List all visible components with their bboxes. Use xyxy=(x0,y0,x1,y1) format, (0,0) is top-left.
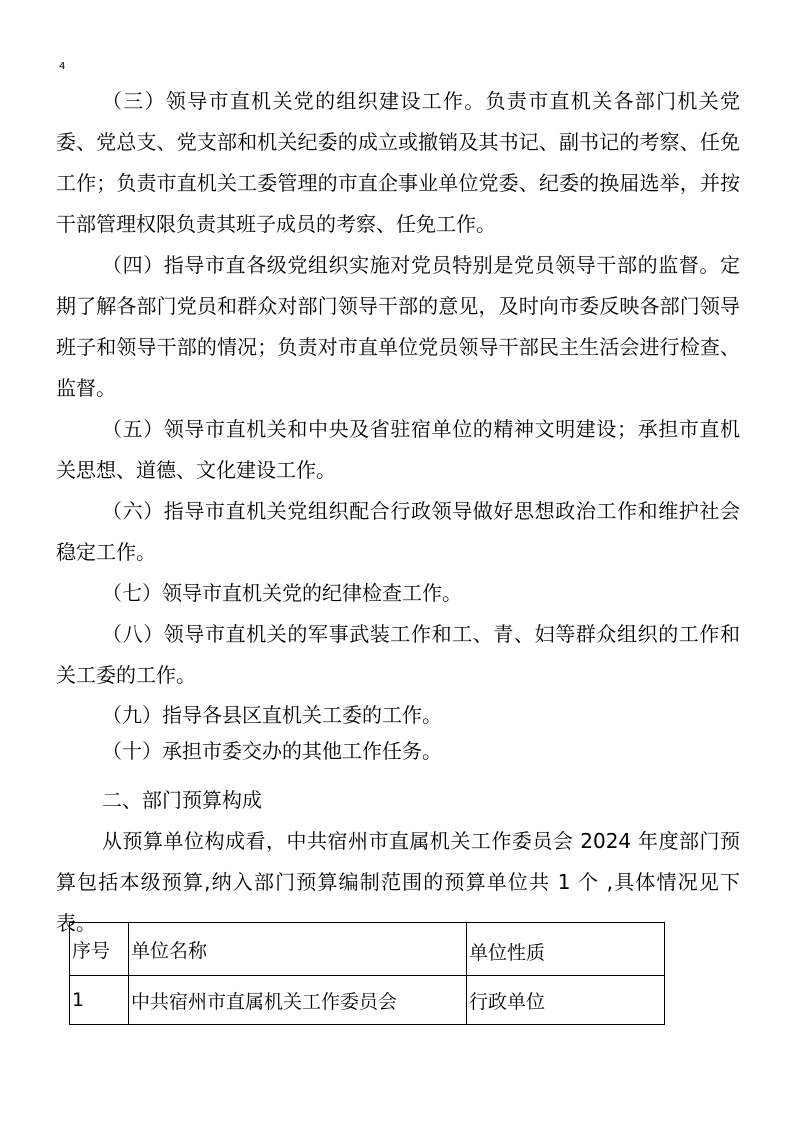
table-header-row xyxy=(70,923,665,976)
paragraph-other-tasks: （十）承担市委交办的其他工作任务。 xyxy=(102,739,442,763)
header-unit-name: 单位名称 xyxy=(129,923,467,976)
paragraph-discipline-inspection: （七）领导市直机关党的纪律检查工作。 xyxy=(102,581,462,605)
paragraph-organization-building: （三）领导市直机关党的组织建设工作。负责市直机关各部门机关党委、党总支、党支部和机关纪委的成立或撤销及其书记、副书记的考察、任免工作；负责市直机关工委管理的市直企事业单位党委、纪委的换届选举，并按干部管理权限负责其班子成员的考察、任免工作。 xyxy=(56,89,740,236)
cell-unit-type: 行政单位 xyxy=(467,976,665,1025)
header-serial-number: 序号 xyxy=(70,923,129,976)
paragraph-spiritual-civilization: （五）领导市直机关和中央及省驻宿单位的精神文明建设；承担市直机关思想、道德、文化建设工作。 xyxy=(56,417,740,482)
paragraph-county-committees: （九）指导各县区直机关工委的工作。 xyxy=(102,703,442,727)
cell-unit-name: 中共宿州市直属机关工作委员会 xyxy=(129,976,467,1025)
table-row xyxy=(70,976,665,1025)
paragraph-budget-composition: 从预算单位构成看，中共宿州市直属机关工作委员会 2024 年度部门预算包括本级预算,纳入部门预算编制范围的预算单位共 1 个 ,具体情况见下表。 xyxy=(56,829,740,935)
cell-serial-number: 1 xyxy=(70,976,129,1025)
budget-units-table xyxy=(69,922,665,1025)
document-body xyxy=(56,81,740,944)
section-heading: 二、部门预算构成 xyxy=(102,788,262,812)
paragraph-military-mass-organizations: （八）领导市直机关的军事武装工作和工、青、妇等群众组织的工作和关工委的工作。 xyxy=(56,622,740,687)
paragraph-ideological-work: （六）指导市直机关党组织配合行政领导做好思想政治工作和维护社会稳定工作。 xyxy=(56,499,740,564)
page-number: 4 xyxy=(59,61,66,72)
header-unit-type: 单位性质 xyxy=(467,923,665,976)
paragraph-supervision: （四）指导市直各级党组织实施对党员特别是党员领导干部的监督。定期了解各部门党员和群众对部门领导干部的意见，及时向市委反映各部门领导班子和领导干部的情况；负责对市直单位党员领导干部民主生活会进行检查、监督。 xyxy=(56,253,740,400)
